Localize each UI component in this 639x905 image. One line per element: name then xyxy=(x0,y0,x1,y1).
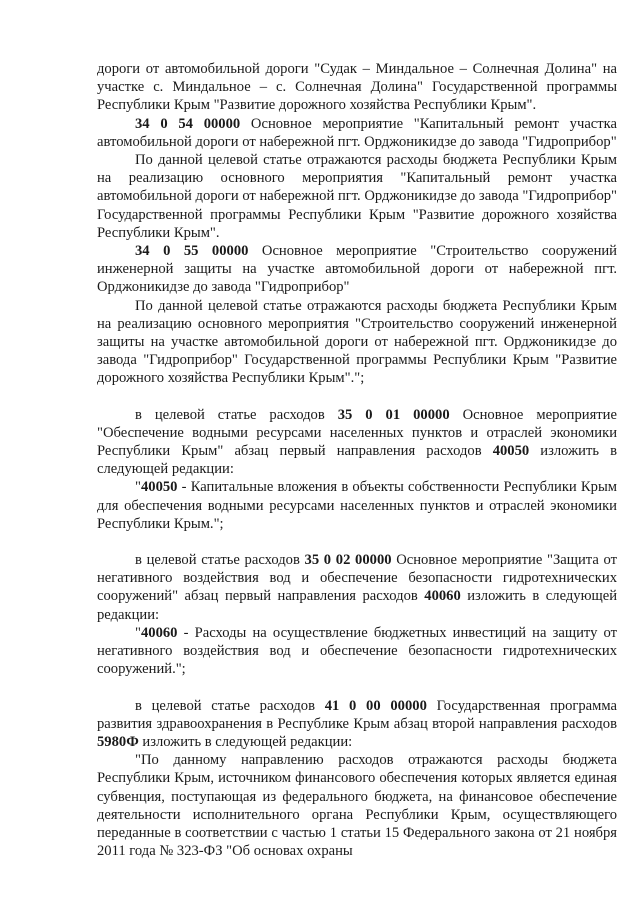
paragraph-11: "По данному направлению расходов отражаются расходы бюджета Республики Крым, источником финансового обеспечения которых является единая субвенция, поступающая из федерального бюджета, на финансовое обеспечение деятельности исполнительного органа Республики Крым, осуществляющего переданные в соответствии с частью 1 статьи 15 Федерального закона от 21 ноября 2011 года № 323-ФЗ "Об основах охраны xyxy=(97,752,617,860)
document-page xyxy=(97,60,617,860)
paragraph-4: 34 0 55 00000 Основное мероприятие "Строительство сооружений инженерной защиты на участке автомобильной дороги от набережной пгт. Орджоникидзе до завода "Гидроприбор" xyxy=(97,243,617,296)
paragraph-2: 34 0 54 00000 Основное мероприятие "Капитальный ремонт участка автомобильной дороги от набережной пгт. Орджоникидзе до завода "Гидроприбор" xyxy=(97,115,617,150)
paragraph-8: в целевой статье расходов 35 0 02 00000 Основное мероприятие "Защита от негативного воздействия вод и обеспечение безопасности гидротехнических сооружений" абзац первый направления расходов 40060 изложить в следующей редакции: xyxy=(97,552,617,623)
paragraph-1: дороги от автомобильной дороги "Судак – Миндальное – Солнечная Долина" на участке с. Миндальное – с. Солнечная Долина" Государственной программы Республики Крым "Развитие дорожного хозяйства Республики Крым". xyxy=(97,61,617,114)
paragraph-10: в целевой статье расходов 41 0 00 00000 Государственная программа развития здравоохранения в Республике Крым абзац второй направления расходов 5980Ф изложить в следующей редакции: xyxy=(97,697,617,750)
paragraph-5: По данной целевой статье отражаются расходы бюджета Республики Крым на реализацию основного мероприятия "Строительство сооружений инженерной защиты на участке автомобильной дороги от набережной пгт. Орджоникидзе до завода "Гидроприбор" Государственной программы Республики Крым "Развитие дорожного хозяйства Республики Крым"."; xyxy=(97,297,617,387)
paragraph-9: "40060 - Расходы на осуществление бюджетных инвестиций на защиту от негативного воздействия вод и обеспечение безопасности гидротехнических сооружений."; xyxy=(97,624,617,678)
paragraph-6: в целевой статье расходов 35 0 01 00000 Основное мероприятие "Обеспечение водными ресурсами населенных пунктов и отраслей экономики Республики Крым" абзац первый направления расходов 40050 изложить в следующей редакции: xyxy=(97,406,617,478)
paragraph-3: По данной целевой статье отражаются расходы бюджета Республики Крым на реализацию основного мероприятия "Капитальный ремонт участка автомобильной дороги от набережной пгт. Орджоникидзе до завода "Гидроприбор" Государственной программы Республики Крым "Развитие дорожного хозяйства Республики Крым". xyxy=(97,152,617,241)
paragraph-7: "40050 - Капитальные вложения в объекты собственности Республики Крым для обеспечения водными ресурсами населенных пунктов и отраслей экономики Республики Крым."; xyxy=(97,479,617,532)
